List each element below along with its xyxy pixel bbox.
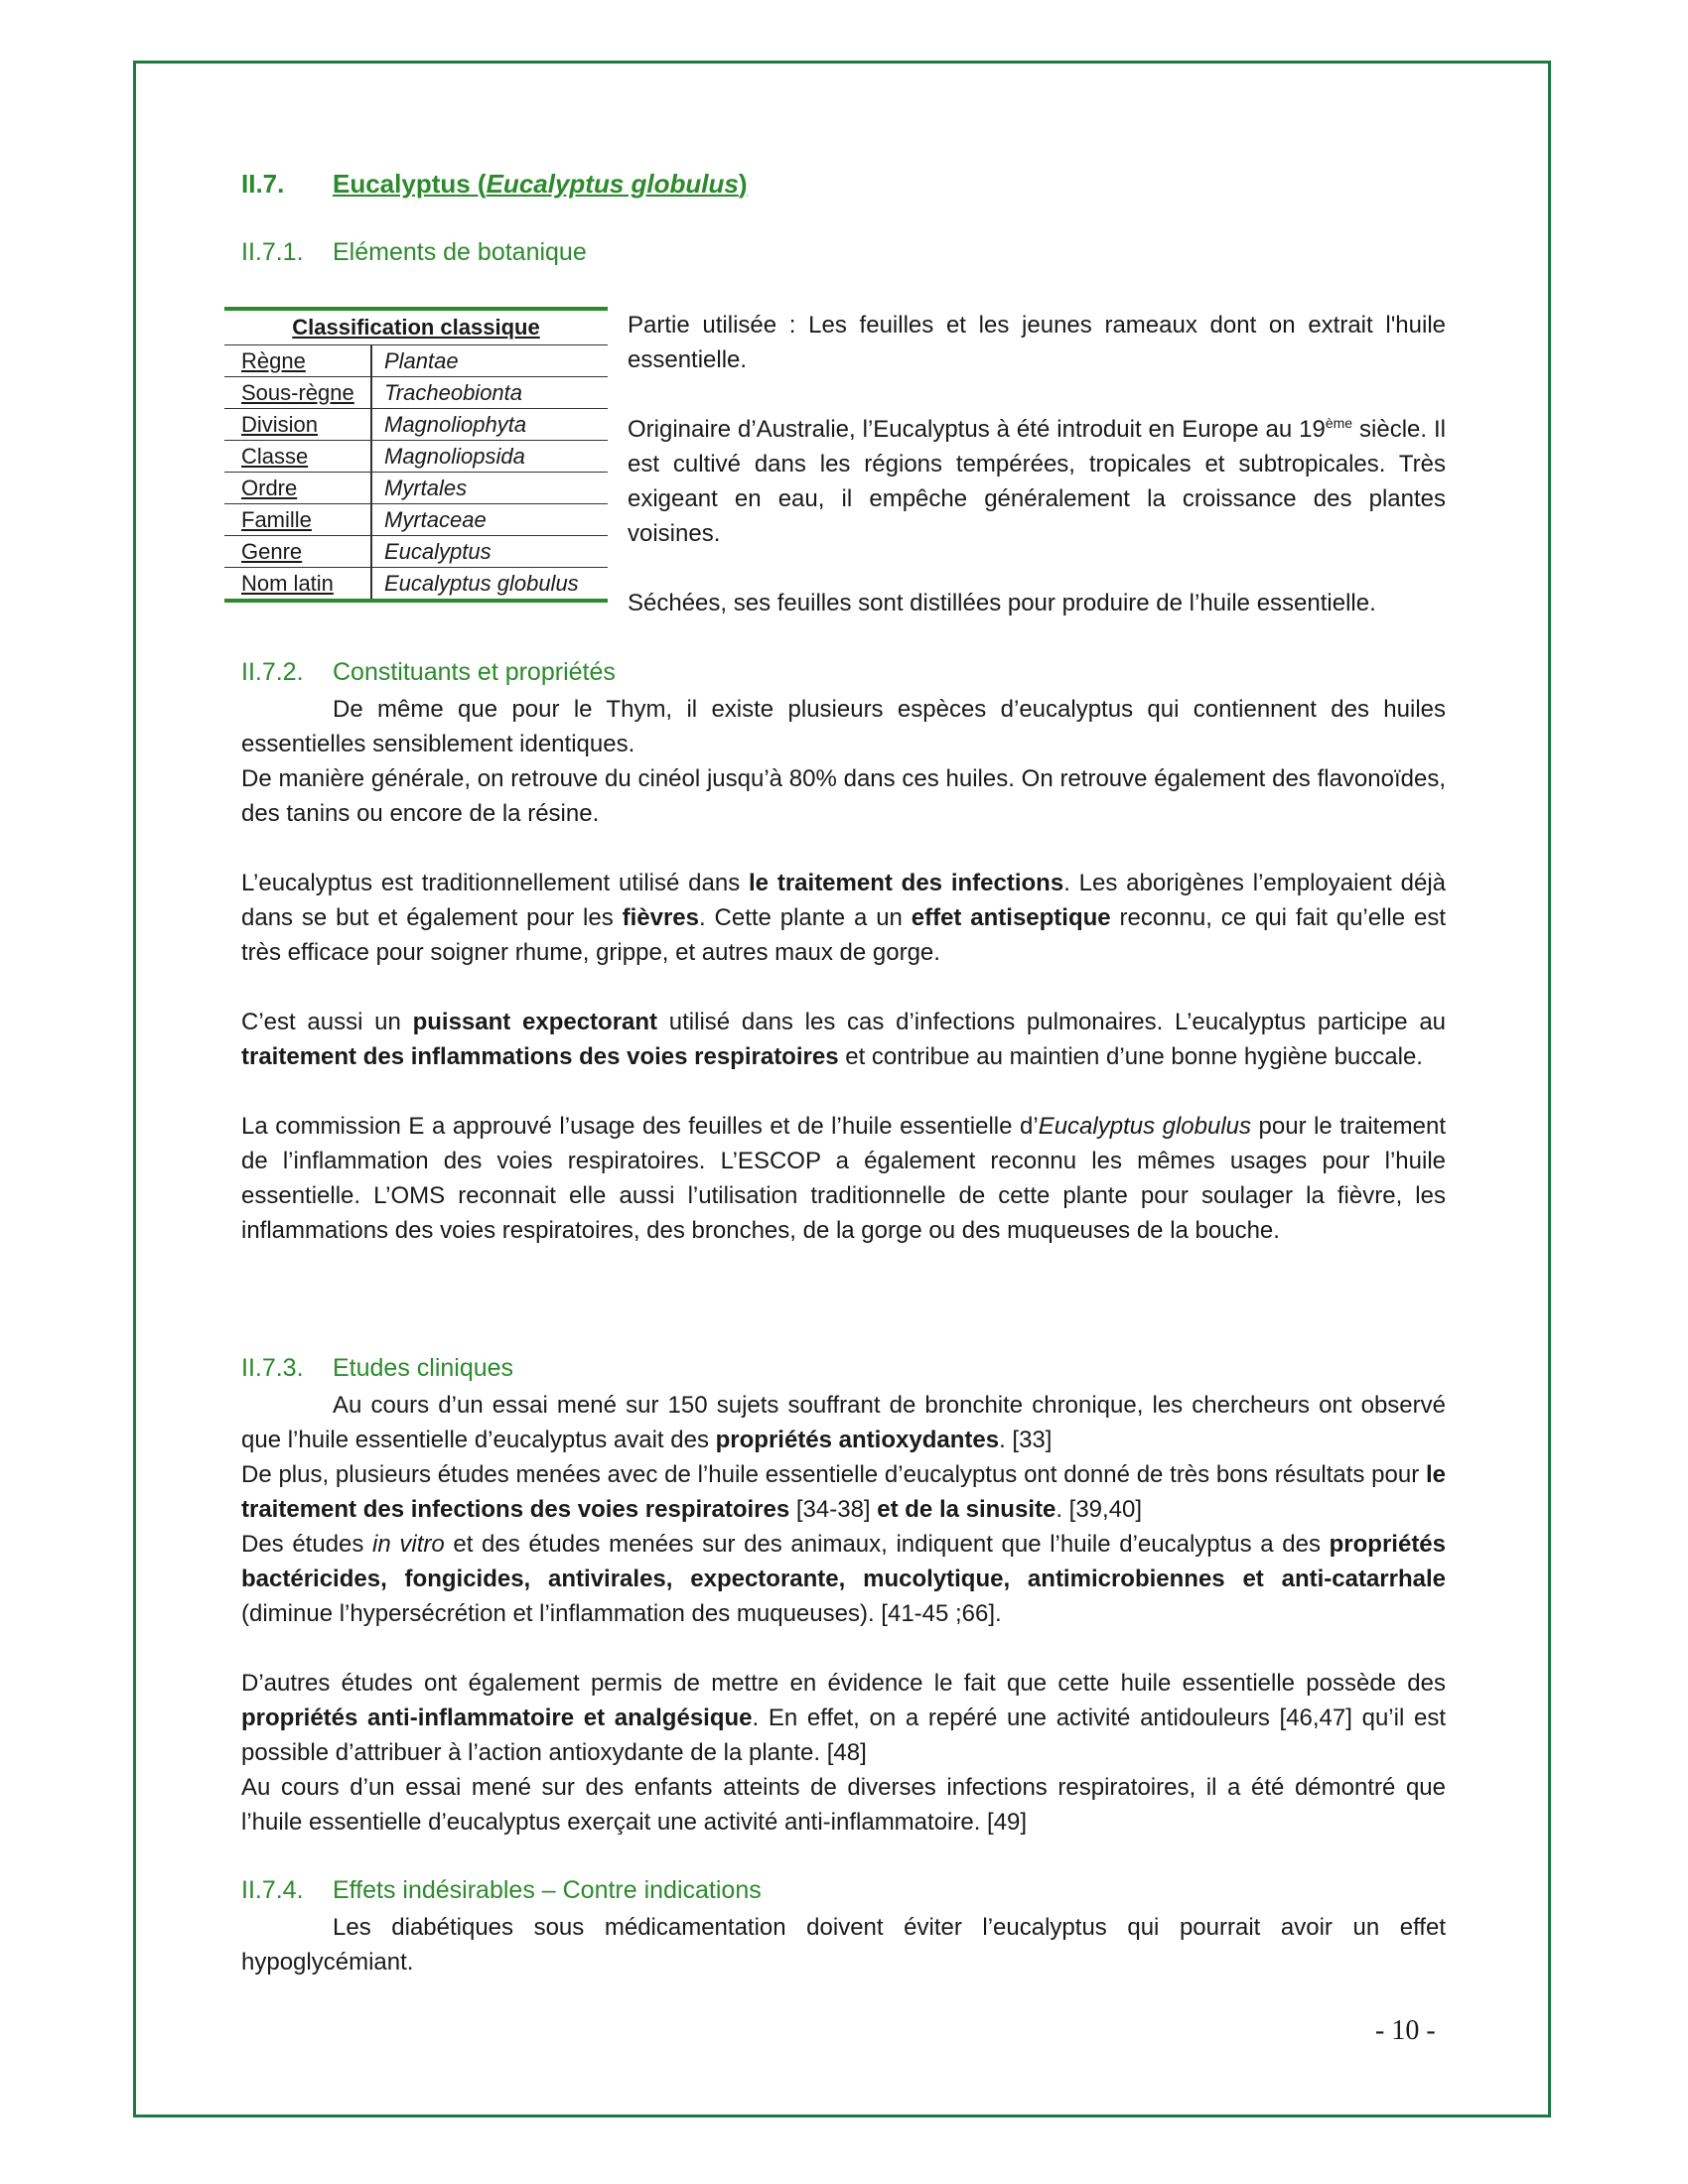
- section-title: Eucalyptus (: [333, 169, 487, 199]
- value-cell: Myrtaceae: [371, 504, 608, 536]
- bold-span: et de la sinusite: [877, 1496, 1056, 1523]
- text-span: siècle. Il est cultivé dans les régions tempérées, tropicales et subtropicales. Très exigeant en eau, il empêche généralement la croissance des plantes voisines.: [628, 416, 1446, 547]
- text-span: . Les aborigènes l’employaient déjà dans se but et également pour les: [241, 870, 1446, 931]
- text-span: . [33]: [999, 1427, 1053, 1453]
- table-row: [224, 409, 608, 441]
- constituents-text: [241, 692, 1446, 1248]
- value-cell: Eucalyptus globulus: [384, 570, 579, 596]
- bold-span: traitement des inflammations des voies respiratoires: [241, 1043, 839, 1070]
- paragraph: [241, 1527, 1446, 1631]
- bold-span: propriétés antioxydantes: [715, 1427, 1000, 1453]
- text-span: Au cours d’un essai mené sur 150 sujets souffrant de bronchite chronique, les chercheurs ont observé que l’huile essentielle d’eucalyptus avait des: [241, 1392, 1446, 1453]
- rank-cell: Classe: [224, 441, 371, 473]
- subsection-title: Etudes cliniques: [333, 1354, 514, 1382]
- section-title-close: ): [738, 169, 748, 199]
- text-span: (diminue l’hypersécrétion et l’inflammation des muqueuses). [41-45 ;66].: [241, 1600, 1002, 1627]
- text-span: Originaire d’Australie, l’Eucalyptus à été introduit en Europe au 19: [628, 416, 1326, 443]
- botany-paragraph: [628, 412, 1446, 551]
- text-span: . En effet, on a repéré une activité antidouleurs [46,47] qu’il est possible d’attribuer à l’action antioxydante de la plante. [48]: [241, 1705, 1446, 1766]
- paragraph: [241, 1666, 1446, 1770]
- page-number: - 10 -: [1375, 2015, 1436, 2046]
- paragraph: [241, 1005, 1446, 1074]
- table-row: [224, 568, 608, 602]
- bold-span: propriétés anti-inflammatoire et analgésique: [241, 1705, 753, 1731]
- section-heading: [241, 169, 748, 200]
- value-cell: Eucalyptus: [371, 536, 608, 568]
- subsection-title: Constituants et propriétés: [333, 658, 616, 686]
- text-span: et contribue au maintien d’une bonne hygiène buccale.: [838, 1043, 1423, 1070]
- subsection-title: Eléments de botanique: [333, 238, 587, 266]
- text-span: De plus, plusieurs études menées avec de l’huile essentielle d’eucalyptus ont donné de très bons résultats pour: [241, 1461, 1426, 1488]
- clinical-text: [241, 1388, 1446, 1840]
- paragraph: Les diabétiques sous médicamentation doivent éviter l’eucalyptus qui pourrait avoir un effet hypoglycémiant.: [241, 1914, 1446, 1976]
- bold-span: puissant expectorant: [412, 1009, 658, 1035]
- table-row: [224, 536, 608, 568]
- botany-text: [628, 308, 1446, 620]
- superscript: ème: [1325, 415, 1353, 431]
- rank-cell: Famille: [224, 504, 371, 536]
- text-span: C’est aussi un: [241, 1009, 413, 1035]
- paragraph: [241, 1109, 1446, 1248]
- value-cell: Myrtales: [371, 473, 608, 504]
- rank-cell: Sous-règne: [224, 377, 371, 409]
- text-span: L’eucalyptus est traditionnellement utilisé dans: [241, 870, 750, 896]
- subsection-heading-clinical: [241, 1354, 513, 1383]
- table-row: [224, 345, 608, 377]
- value-cell: Plantae: [371, 345, 608, 377]
- paragraph: [241, 1388, 1446, 1457]
- table-row: [224, 473, 608, 504]
- paragraph: [241, 1457, 1446, 1527]
- subsection-number: II.7.3.: [241, 1354, 304, 1382]
- table-row: [224, 504, 608, 536]
- bold-span: le traitement des infections: [749, 870, 1064, 896]
- rank-cell: Ordre: [224, 473, 371, 504]
- bold-span: propriétés bactéricides, fongicides, antivirales, expectorante, mucolytique, antimicrobiennes et anti-catarrhale: [241, 1531, 1447, 1592]
- text-span: [34-38]: [789, 1496, 878, 1523]
- subsection-number: II.7.4.: [241, 1876, 304, 1904]
- value-cell: Tracheobionta: [371, 377, 608, 409]
- subsection-heading-botany: [241, 238, 587, 267]
- classification-header: Classification classique: [224, 309, 608, 345]
- text-span: . [39,40]: [1055, 1496, 1143, 1523]
- classification-table: [224, 307, 608, 603]
- paragraph: De manière générale, on retrouve du cinéol jusqu’à 80% dans ces huiles. On retrouve également des flavonoïdes, des tanins ou encore de la résine.: [241, 765, 1446, 827]
- italic-span: Eucalyptus globulus: [1038, 1113, 1252, 1140]
- value-cell: Magnoliopsida: [371, 441, 608, 473]
- text-span: . Cette plante a un: [698, 904, 912, 931]
- bold-span: effet antiseptique: [911, 904, 1111, 931]
- rank-cell: Règne: [224, 345, 371, 377]
- bold-span: fièvres: [622, 904, 699, 931]
- text-span: La commission E a approuvé l’usage des feuilles et de l’huile essentielle d’: [241, 1113, 1039, 1140]
- section-number: II.7.: [241, 169, 285, 199]
- bold-span: le traitement des infections des voies respiratoires: [241, 1461, 1446, 1523]
- text-span: D’autres études ont également permis de mettre en évidence le fait que cette huile essentielle possède des: [241, 1670, 1446, 1697]
- text-span: utilisé dans les cas d’infections pulmonaires. L’eucalyptus participe au: [657, 1009, 1447, 1035]
- subsection-title: Effets indésirables – Contre indications: [333, 1876, 762, 1904]
- rank-cell: Genre: [224, 536, 371, 568]
- side-effects-text: [241, 1910, 1446, 1979]
- botany-paragraph: Séchées, ses feuilles sont distillées pour produire de l’huile essentielle.: [628, 590, 1376, 616]
- rank-cell: Nom latin: [224, 568, 371, 602]
- text-span: Des études: [241, 1531, 373, 1558]
- paragraph: [241, 866, 1446, 970]
- paragraph: Au cours d’un essai mené sur des enfants atteints de diverses infections respiratoires, il a été démontré que l’huile essentielle d’eucalyptus exerçait une activité anti-inflammatoire. [49]: [241, 1774, 1446, 1836]
- text-span: et des études menées sur des animaux, indiquent que l’huile d’eucalyptus a des: [444, 1531, 1330, 1558]
- italic-span: in vitro: [372, 1531, 445, 1558]
- subsection-heading-constituents: [241, 658, 616, 687]
- subsection-number: II.7.2.: [241, 658, 304, 686]
- botany-paragraph: Partie utilisée : Les feuilles et les jeunes rameaux dont on extrait l'huile essentielle.: [628, 312, 1446, 373]
- text-span: reconnu, ce qui fait qu’elle est très efficace pour soigner rhume, grippe, et autres maux de gorge.: [241, 904, 1446, 966]
- paragraph: De même que pour le Thym, il existe plusieurs espèces d’eucalyptus qui contiennent des huiles essentielles sensiblement identiques.: [241, 696, 1446, 757]
- value-cell: Magnoliophyta: [371, 409, 608, 441]
- text-span: pour le traitement de l’inflammation des voies respiratoires. L’ESCOP a également reconnu les mêmes usages pour l’huile essentielle. L’OMS reconnait elle aussi l’utilisation traditionnelle de cette plante pour soulager la fièvre, les inflammations des voies respiratoires, des bronches, de la gorge ou des muqueuses de la bouche.: [241, 1113, 1446, 1244]
- rank-cell: Division: [224, 409, 371, 441]
- table-row: [224, 377, 608, 409]
- subsection-number: II.7.1.: [241, 238, 304, 266]
- section-title-latin: Eucalyptus globulus: [486, 169, 739, 199]
- table-row: [224, 441, 608, 473]
- subsection-heading-side-effects: [241, 1876, 762, 1905]
